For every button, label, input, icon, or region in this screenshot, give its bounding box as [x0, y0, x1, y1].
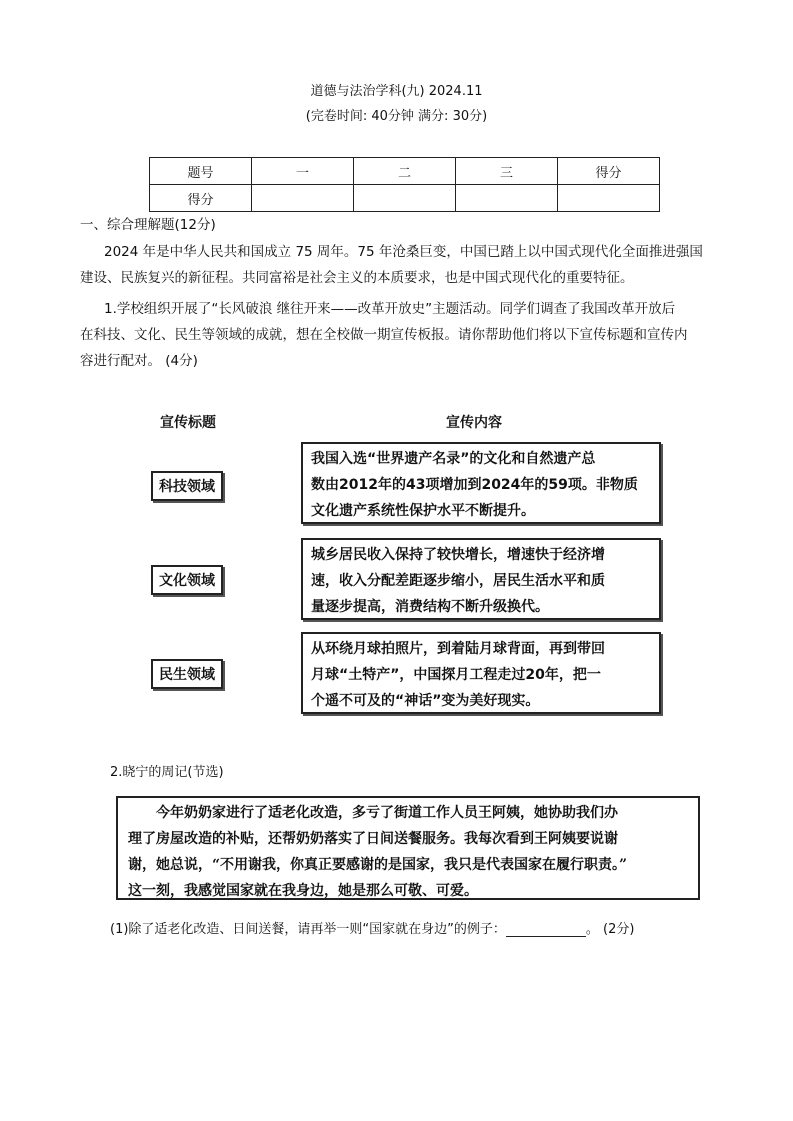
score-input-cell[interactable]: [354, 185, 456, 212]
content-line: 量逐步提高，消费结构不断升级换代。: [311, 599, 549, 615]
score-input-cell[interactable]: [252, 185, 354, 212]
table-cell: 一: [252, 158, 354, 185]
section-heading: 一、综合理解题(12分): [80, 217, 216, 233]
diary-line: 理了房屋改造的补贴，还帮奶奶落实了日间送餐服务。我每次看到王阿姨要说谢: [128, 831, 618, 847]
diary-line: 这一刻，我感觉国家就在我身边，她是那么可敬、可爱。: [128, 883, 478, 899]
content-box-lunar[interactable]: [301, 632, 661, 714]
title-tag-tech[interactable]: 科技领域: [151, 471, 223, 501]
sub-question-text: (1)除了适老化改造、日间送餐，请再举一则“国家就在身边”的例子：: [110, 922, 506, 937]
score-input-cell[interactable]: [456, 185, 558, 212]
content-line: 从环绕月球拍照片，到着陆月球背面，再到带回: [311, 641, 605, 657]
question-text: 1.学校组织开展了“长风破浪 继往开来——改革开放史”主题活动。同学们调查了我国改革开放后: [104, 301, 676, 317]
table-cell: 题号: [150, 158, 252, 185]
title-tag-culture[interactable]: 文化领域: [151, 565, 223, 595]
content-line: 文化遗产系统性保护水平不断提升。: [311, 503, 535, 519]
score-input-cell[interactable]: [558, 185, 660, 212]
diary-line: 今年奶奶家进行了适老化改造，多亏了街道工作人员王阿姨，她协助我们办: [156, 805, 618, 821]
exam-info: (完卷时间: 40分钟 满分: 30分): [305, 109, 488, 124]
column-header-titles: 宣传标题: [160, 415, 216, 431]
content-line: 我国入选“世界遗产名录”的文化和自然遗产总: [311, 451, 596, 467]
diary-line: 谢，她总说，“不用谢我，你真正要感谢的是国家，我只是代表国家在履行职责。”: [128, 857, 628, 873]
table-cell: 得分: [150, 185, 252, 212]
page-title: 道德与法治学科(九) 2024.11: [310, 84, 483, 99]
diary-excerpt-box: [116, 796, 700, 900]
title-tag-livelihood[interactable]: 民生领域: [151, 659, 223, 689]
content-line: 速，收入分配差距逐步缩小，居民生活水平和质: [311, 573, 605, 589]
sub-question-score: 。 (2分): [585, 922, 635, 937]
intro-line: 建设、民族复兴的新征程。共同富裕是社会主义的本质要求，也是中国式现代化的重要特征。: [80, 270, 634, 286]
content-line: 个遥不可及的“神话”变为美好现实。: [311, 693, 540, 709]
content-line: 月球“土特产”，中国探月工程走过20年，把一: [311, 667, 601, 683]
column-header-contents: 宣传内容: [446, 415, 502, 431]
score-table: [149, 157, 660, 212]
answer-blank[interactable]: [506, 922, 586, 937]
table-cell: 得分: [558, 158, 660, 185]
content-line: 数由2012年的43项增加到2024年的59项。非物质: [311, 477, 638, 493]
content-box-income[interactable]: [301, 538, 661, 620]
intro-line: 2024 年是中华人民共和国成立 75 周年。75 年沧桑巨变，中国已踏上以中国式现代化全面推进强国: [104, 244, 703, 260]
content-box-heritage[interactable]: [301, 442, 661, 524]
table-cell: 三: [456, 158, 558, 185]
sub-question-1: [110, 918, 634, 937]
question-text: 在科技、文化、民生等领域的成就，想在全校做一期宣传板报。请你帮助他们将以下宣传标题和宣传内: [80, 327, 688, 343]
table-row: [150, 185, 660, 212]
question-text: 容进行配对。 (4分): [80, 353, 198, 369]
content-line: 城乡居民收入保持了较快增长，增速快于经济增: [311, 547, 605, 563]
question-heading: 2.晓宁的周记(节选): [110, 765, 224, 780]
table-cell: 二: [354, 158, 456, 185]
table-row: [150, 158, 660, 185]
